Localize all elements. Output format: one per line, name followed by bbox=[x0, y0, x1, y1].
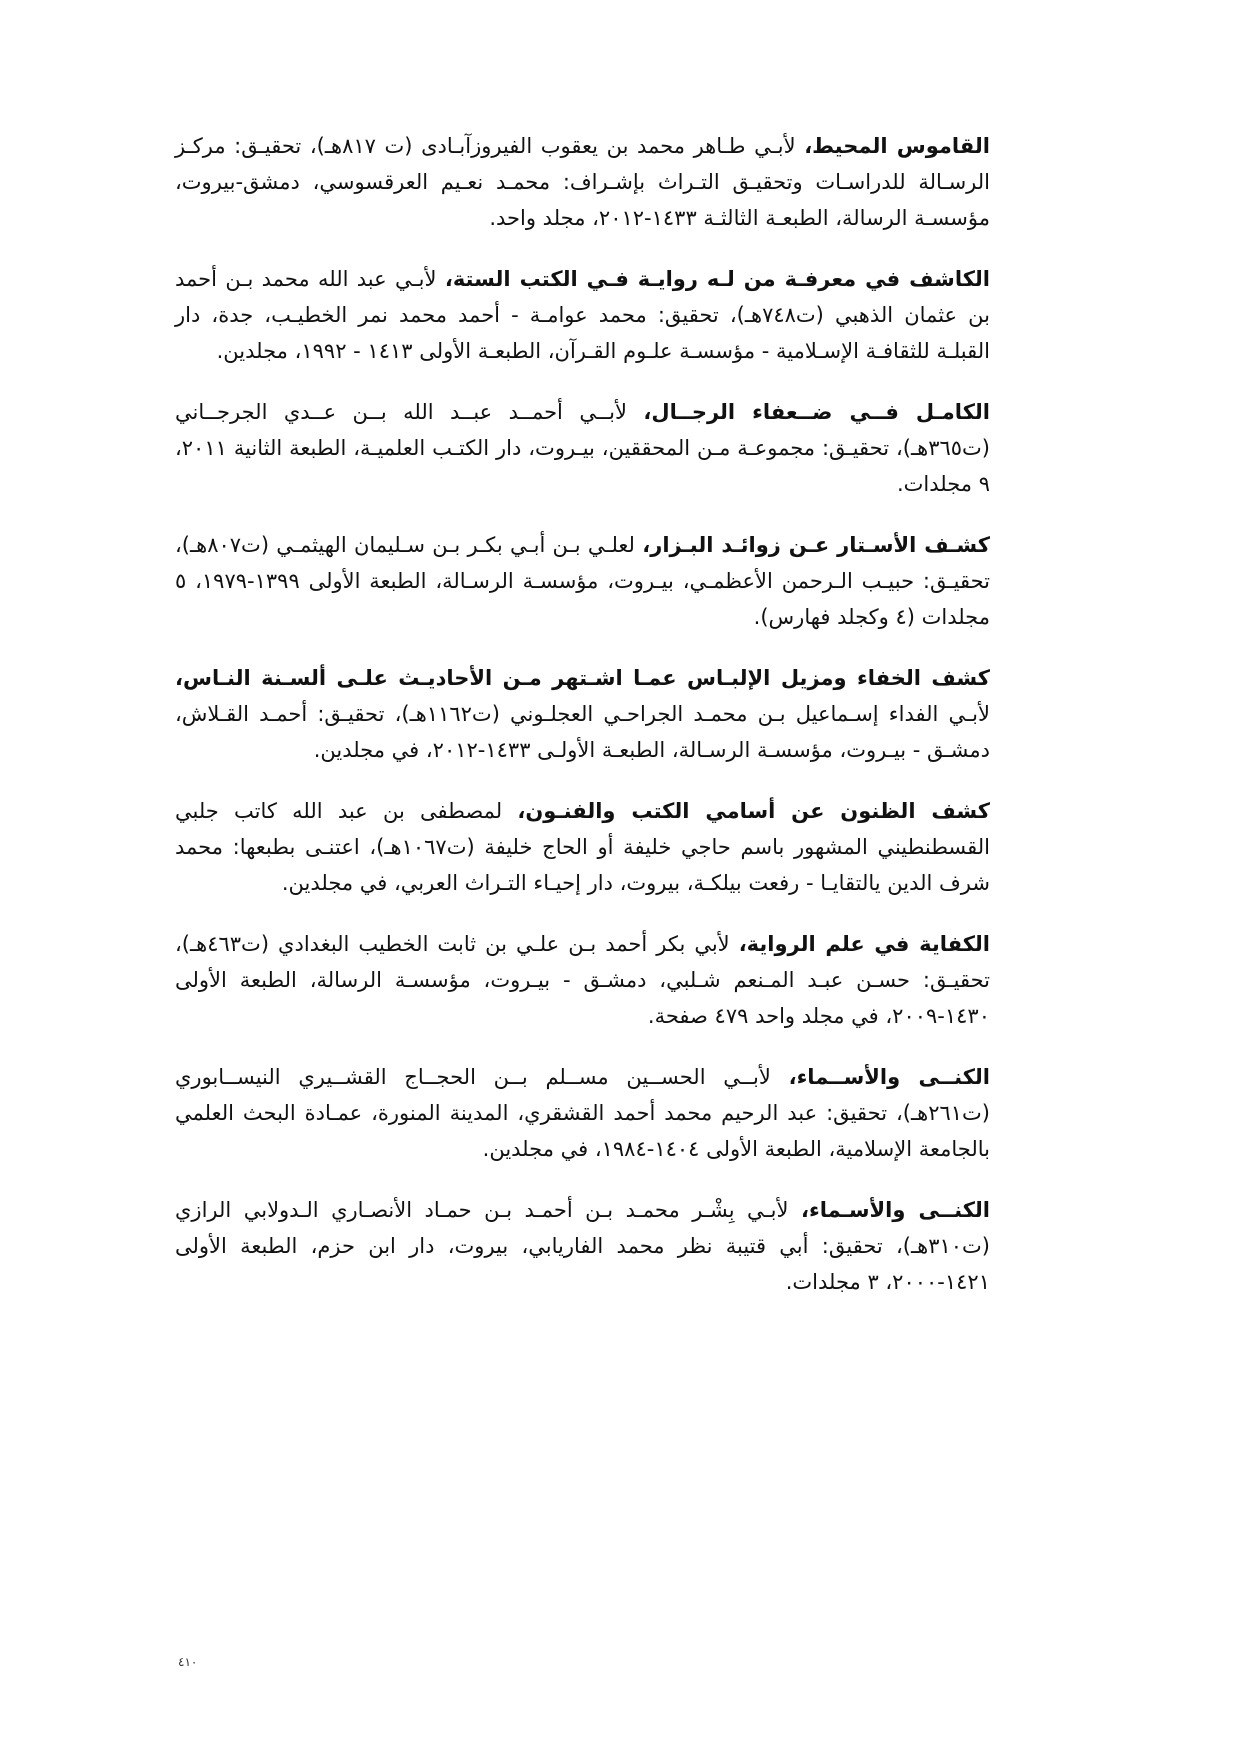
entry-body: لأبــي الحســين مســلم بــن الحجــاج القشــيري النيســابوري (ت٢٦١هـ)، تحقيق: عبد الرحيم محمد أحمد القشقري، المدينة المنورة، عمـادة البحث العلمي بالجامعة الإسلامية، الطبعة الأولى ١٤٠٤-١٩٨٤، في مجلدين. bbox=[175, 1065, 990, 1161]
entry-body: لمصطفى بن عبد الله كاتب جلبي القسطنطيني المشهور باسم حاجي خليفة أو الحاج خليفة (ت١٠٦٧هـ)، اعتنـى بطبعها: محمد شرف الدين يالتقايـا - رفعت بيلكـة، بيروت، دار إحيـاء التـراث العربي، في مجلدين. bbox=[175, 799, 991, 895]
bibliography-page bbox=[175, 128, 990, 1325]
entry-body: لأبـي الفداء إسـماعيل بـن محمـد الجراحـي العجلـوني (ت١١٦٢هـ)، تحقيـق: أحمـد القـلاش، دمشـق - بيـروت، مؤسسـة الرسـالة، الطبعـة الأولـى ١٤٣٣-٢٠١٢، في مجلدين. bbox=[175, 702, 990, 762]
entry-title: الكفاية في علم الرواية، bbox=[738, 932, 990, 956]
bibliography-entry-1 bbox=[175, 128, 990, 236]
bibliography-entry-6 bbox=[175, 793, 990, 901]
entry-body: لأبـي بِشْـر محمـد بـن أحمـد بـن حمـاد الأنصـاري الـدولابي الرازي (ت٣١٠هـ)، تحقيق: أبي قتيبة نظر محمد الفاريابي، بيروت، دار ابن حزم، الطبعة الأولى ١٤٢١-٢٠٠٠، ٣ مجلدات. bbox=[175, 1198, 990, 1294]
bibliography-entry-8 bbox=[175, 1059, 990, 1167]
entry-title: كشف الظنون عن أسامي الكتب والفنـون، bbox=[517, 799, 990, 823]
entry-body: لأبـي عبد الله محمد بـن أحمد بن عثمان الذهبي (ت٧٤٨هـ)، تحقيق: محمد عوامـة - أحمد محمد نمر الخطيـب، جدة، دار القبلـة للثقافـة الإسـلامية - مؤسسـة علـوم القـرآن، الطبعـة الأولى ١٤١٣ - ١٩٩٢، مجلدين. bbox=[175, 267, 990, 363]
bibliography-entry-9 bbox=[175, 1192, 990, 1300]
entry-body: لعلـي بـن أبـي بكـر بـن سـليمان الهيثمـي (ت٨٠٧هـ)، تحقيـق: حبيـب الـرحمن الأعظمـي، بيـروت، مؤسسـة الرسـالة، الطبعة الأولى ١٣٩٩-١٩٧٩، ٥ مجلدات (٤ وكجلد فهارس). bbox=[175, 533, 990, 629]
entry-title: الكنــى والأســماء، bbox=[788, 1065, 990, 1089]
entry-title: كشـف الأسـتار عـن زوائـد البـزار، bbox=[642, 533, 991, 557]
page-number: ٤١٠ bbox=[178, 1655, 198, 1669]
entry-title: كشف الخفاء ومزيل الإلبـاس عمـا اشـتهر مـن الأحاديـث علـى ألسـنة النـاس، bbox=[175, 666, 990, 690]
bibliography-entry-3 bbox=[175, 394, 990, 502]
entry-title: القاموس المحيط، bbox=[804, 134, 990, 158]
entry-body: لأبــي أحمــد عبــد الله بــن عــدي الجرجــاني (ت٣٦٥هـ)، تحقيـق: مجموعـة مـن المحققين، بيـروت، دار الكتـب العلميـة، الطبعة الثانية ٢٠١١، ٩ مجلدات. bbox=[175, 400, 990, 496]
entry-title: الكامـل فــي ضــعفاء الرجــال، bbox=[643, 400, 990, 424]
bibliography-entry-7 bbox=[175, 926, 990, 1034]
bibliography-entry-5 bbox=[175, 660, 990, 768]
bibliography-entry-4 bbox=[175, 527, 990, 635]
bibliography-entry-2 bbox=[175, 261, 990, 369]
entry-body: لأبي بكر أحمد بـن علـي بن ثابت الخطيب البغدادي (ت٤٦٣هـ)، تحقيـق: حسـن عبـد المـنعم شـلبي، دمشـق - بيـروت، مؤسسـة الرسالة، الطبعة الأولى ١٤٣٠-٢٠٠٩، في مجلد واحد ٤٧٩ صفحة. bbox=[175, 932, 990, 1028]
entry-body: لأبـي طـاهر محمد بن يعقوب الفيروزآبـادى (ت ٨١٧هـ)، تحقيـق: مركـز الرسـالة للدراسـات وتحقيـق التـراث بإشـراف: محمـد نعـيم العرقسوسي، دمشق-بيروت، مؤسسـة الرسالة، الطبعـة الثالثـة ١٤٣٣-٢٠١٢، مجلد واحد. bbox=[175, 134, 990, 230]
entry-title: الكنــى والأسـماء، bbox=[801, 1198, 990, 1222]
entry-title: الكاشف في معرفـة من لـه روايـة فـي الكتب الستة، bbox=[444, 267, 990, 291]
